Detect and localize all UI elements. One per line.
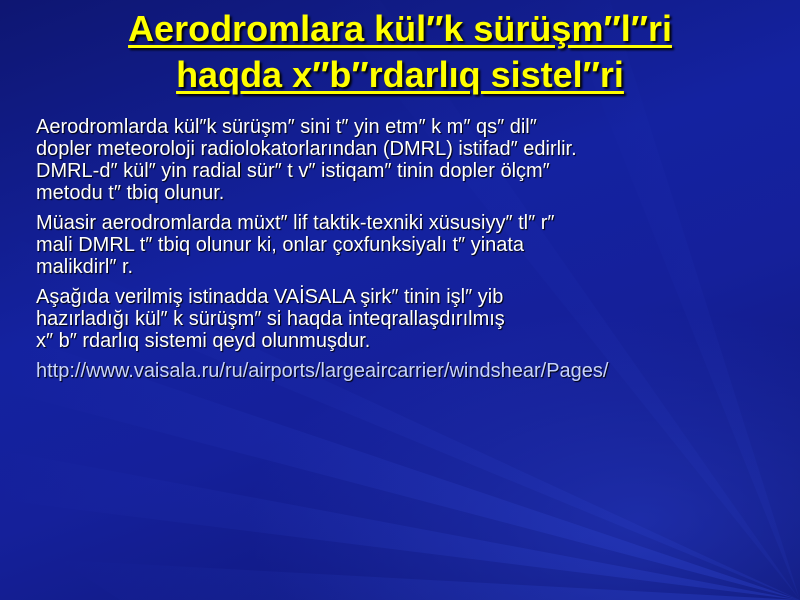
- paragraph-3: [36, 286, 800, 352]
- vaisala-link[interactable]: http://www.vaisala.ru/ru/airports/largeaircarrier/windshear/Pages/: [36, 360, 609, 382]
- slide-body: [36, 116, 800, 382]
- paragraph-line: x″ b″ rdarlıq sistemi qeyd olunmuşdur.: [36, 330, 371, 352]
- paragraph-1: [36, 116, 800, 204]
- slide-title: [0, 6, 800, 98]
- title-line: haqda x″b″rdarlıq sistel″ri: [176, 54, 624, 95]
- paragraph-line: Aşağıda verilmiş istinadda VAİSALA şirk″ tinin işl″ yib: [36, 286, 504, 308]
- paragraph-line: metodu t″ tbiq olunur.: [36, 182, 225, 204]
- paragraph-2: [36, 212, 800, 278]
- paragraph-line: malikdirl″ r.: [36, 256, 134, 278]
- paragraph-line: Müasir aerodromlarda müxt″ lif taktik-texniki xüsusiyy″ tl″ r″: [36, 212, 555, 234]
- paragraph-line: dopler meteoroloji radiolokatorlarından (DMRL) istifad″ edirlir.: [36, 138, 577, 160]
- paragraph-line: hazırladığı kül″ k sürüşm″ si haqda inteqrallaşdırılmış: [36, 308, 505, 330]
- paragraph-line: Aerodromlarda kül″k sürüşm″ sini t″ yin etm″ k m″ qs″ dil″: [36, 116, 537, 138]
- paragraph-line: DMRL-d″ kül″ yin radial sür″ t v″ istiqam″ tinin dopler ölçm″: [36, 160, 550, 182]
- title-line: Aerodromlara kül″k sürüşm″l″ri: [128, 8, 672, 49]
- paragraph-line: mali DMRL t″ tbiq olunur ki, onlar çoxfunksiyalı t″ yinata: [36, 234, 525, 256]
